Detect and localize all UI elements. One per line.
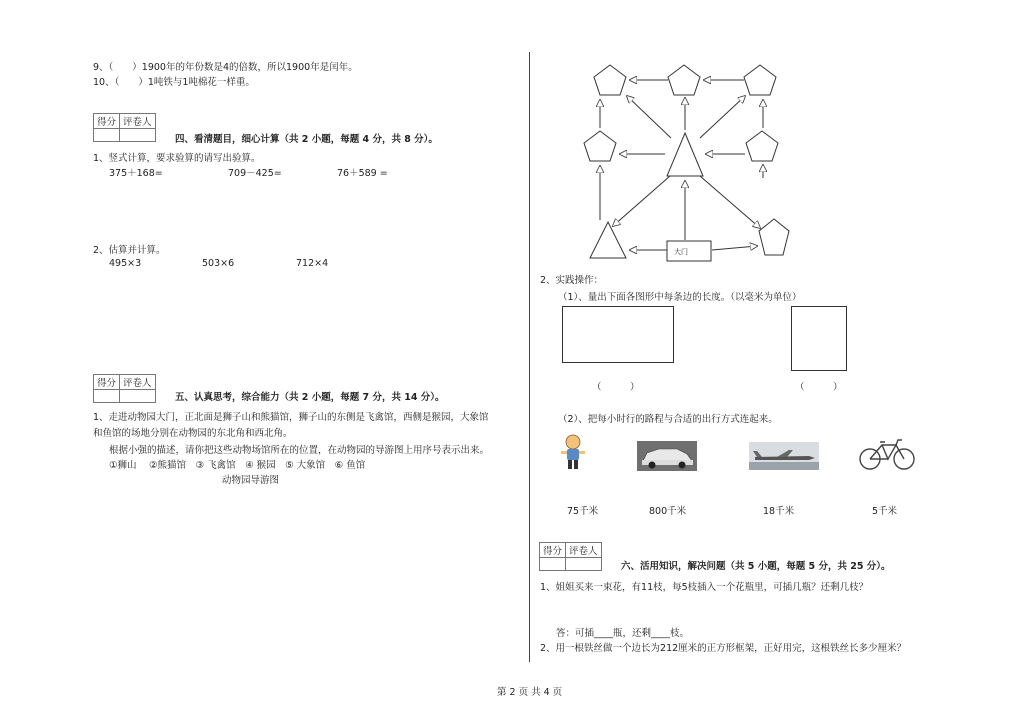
gate-label: 大门 — [674, 248, 688, 256]
score-box-sec4 — [93, 113, 156, 142]
reviewer-cell[interactable] — [120, 129, 156, 142]
page-footer: 第 2 页 共 4 页 — [497, 687, 563, 698]
airplane-icon — [749, 442, 819, 470]
practice-title: 2、实践操作： — [540, 275, 604, 286]
reviewer-label: 评卷人 — [120, 114, 156, 129]
walking-child-icon — [558, 434, 588, 472]
section-4-title: 四、看清题目，细心计算（共 2 小题，每题 4 分，共 8 分）。 — [175, 134, 438, 145]
question-9: 9、（ ）1900年的年份数是4的倍数，所以1900年是闰年。 — [93, 62, 358, 73]
measure-rectangle — [562, 306, 674, 363]
score-box-sec6 — [539, 542, 602, 571]
score-cell[interactable] — [540, 558, 566, 571]
sec5-paragraph-2: 根据小强的描述，请你把这些动物场馆所在的位置，在动物园的导游图上用序号表示出来。 — [109, 445, 490, 456]
reviewer-label: 评卷人 — [120, 375, 156, 390]
measure-rectangle-tall — [791, 306, 847, 371]
pentagon-top-left — [594, 65, 626, 95]
sec5-options: ①狮山 ②熊猫馆 ③ 飞禽馆 ④ 猴园 ⑤ 大象馆 ⑥ 鱼馆 — [109, 460, 366, 471]
speed-18: 18千米 — [763, 506, 795, 517]
score-label: 得分 — [94, 114, 120, 129]
question-10: 10、（ ）1吨铁与1吨棉花一样重。 — [93, 77, 255, 88]
sec4-question-2: 2、估算并计算。 — [93, 245, 166, 256]
section-6-title: 六、活用知识，解决问题（共 5 小题，每题 5 分，共 25 分）。 — [621, 561, 891, 572]
answer-paren-right[interactable]: （ ） — [795, 382, 843, 393]
sec5-paragraph-1a: 1、走进动物园大门，正北面是狮子山和熊猫馆，狮子山的东侧是飞禽馆，西侧是猴园，大象馆 — [93, 412, 489, 423]
reviewer-label: 评卷人 — [566, 543, 602, 558]
estimate-item-3: 712×4 — [296, 258, 329, 269]
sec4-question-1: 1、竖式计算，要求验算的请写出验算。 — [93, 153, 261, 164]
sec6-answer-1[interactable]: 答：可插____瓶，还剩____枝。 — [556, 628, 690, 639]
sec6-question-2: 2、用一根铁丝做一个边长为212厘米的正方形框架，正好用完，这根铁丝长多少厘米？ — [540, 643, 907, 654]
answer-paren-left[interactable]: （ ） — [592, 382, 640, 393]
pentagon-middle-right — [746, 131, 778, 161]
reviewer-cell[interactable] — [120, 390, 156, 403]
zoo-map-diagram — [575, 58, 795, 266]
practice-sub-1: （1）、量出下面各图形中每条边的长度。（以毫米为单位） — [558, 292, 802, 303]
car-icon — [637, 441, 697, 471]
speed-5: 5千米 — [872, 506, 898, 517]
calc-item-1: 375＋168= — [109, 168, 163, 179]
pentagon-top-right — [744, 65, 776, 95]
score-label: 得分 — [540, 543, 566, 558]
bicycle-icon — [858, 437, 916, 471]
speed-800: 800千米 — [649, 506, 687, 517]
estimate-item-1: 495×3 — [109, 258, 142, 269]
score-label: 得分 — [94, 375, 120, 390]
triangle-bottom-left — [590, 222, 626, 258]
score-cell[interactable] — [94, 390, 120, 403]
pentagon-top-middle — [668, 65, 700, 95]
pentagon-middle-left — [584, 131, 616, 161]
score-cell[interactable] — [94, 129, 120, 142]
column-divider — [529, 52, 530, 662]
sec6-question-1: 1、姐姐买来一束花，有11枝，每5枝插入一个花瓶里，可插几瓶？还剩几枝？ — [540, 582, 869, 593]
map-caption: 动物园导游图 — [222, 475, 280, 486]
section-5-title: 五、认真思考，综合能力（共 2 小题，每题 7 分，共 14 分）。 — [175, 392, 445, 403]
pentagon-bottom-right — [759, 219, 789, 255]
calc-item-3: 76＋589 = — [337, 168, 388, 179]
triangle-center — [667, 133, 703, 176]
estimate-item-2: 503×6 — [202, 258, 235, 269]
speed-75: 75千米 — [567, 506, 599, 517]
reviewer-cell[interactable] — [566, 558, 602, 571]
calc-item-2: 709－425= — [228, 168, 282, 179]
practice-sub-2: （2）、把每小时行的路程与合适的出行方式连起来。 — [558, 414, 778, 425]
sec5-paragraph-1b: 和鱼馆的场地分别在动物园的东北角和西北角。 — [93, 428, 293, 439]
score-box-sec5 — [93, 374, 156, 403]
